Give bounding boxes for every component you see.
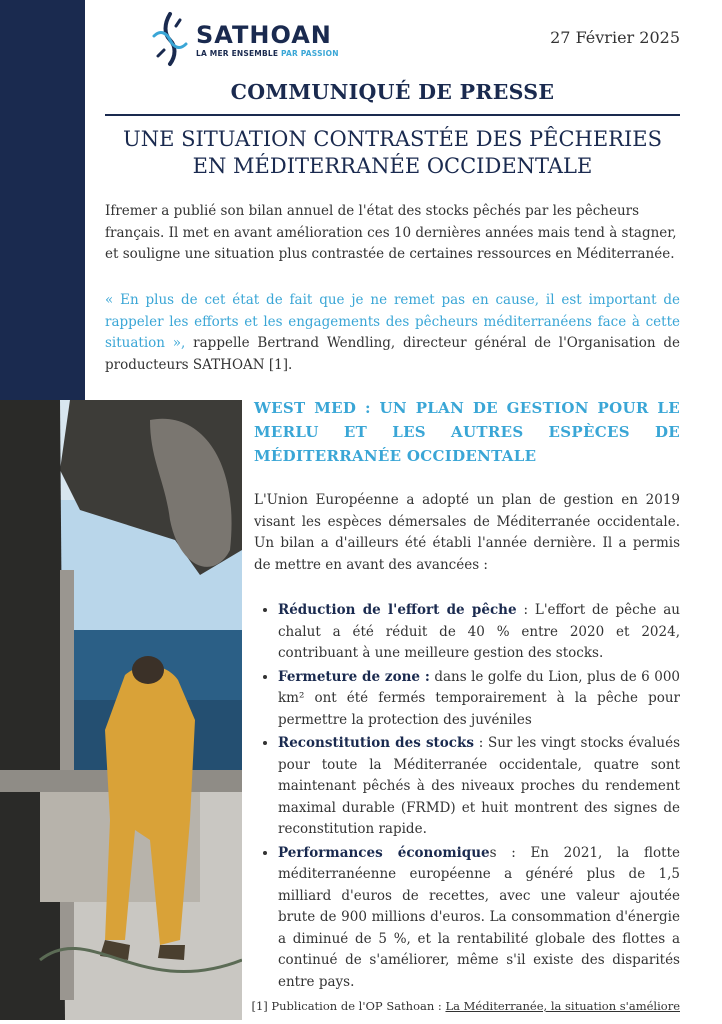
achievements-list — [254, 600, 680, 995]
list-item: • Reconstitution des stocks : Sur les vingt stocks évalués pour toute la Méditerranée occidentale, quatre sont maintenant pêchés à des niveaux proches du rendement maximal durable (FRMD) et huit montrent des signes de reconstitution rapide. — [278, 733, 680, 841]
section-paragraph: L'Union Européenne a adopté un plan de gestion en 2019 visant les espèces démersales de Méditerranée occidentale. Un bilan a d'ailleurs été établi l'année dernière. Il a permis de mettre en avant des avancées : — [254, 492, 680, 573]
list-item: • Performances économiques : En 2021, la flotte méditerranéenne européenne a généré plus de 1,5 milliard d'euros de recettes, avec une valeur ajoutée brute de 900 millions d'euros. La consommation d'énergie a diminué de 5 %, et la rentabilité globale des flottes a continué de s'améliorer, même s'il existe des disparités entre pays. — [278, 843, 680, 994]
title-divider — [105, 114, 680, 116]
quote-text: « En plus de cet état de fait que je ne remet pas en cause, il est important de rappeler les efforts et les engagements des pêcheurs méditerranéens face à cette situation », — [105, 292, 680, 351]
logo-name: SATHOAN — [196, 20, 332, 49]
quote-attribution: rappelle Bertrand Wendling, directeur général de l'Organisation de producteurs SATHOAN [1]. — [105, 335, 681, 373]
sathoan-logo — [150, 10, 339, 68]
press-release-heading: COMMUNIQUÉ DE PRESSE — [230, 80, 555, 104]
main-title: UNE SITUATION CONTRASTÉE DES PÊCHERIES EN MÉDITERRANÉE OCCIDENTALE — [123, 127, 662, 178]
release-date: 27 Février 2025 — [550, 28, 680, 47]
sathoan-fish-logo-icon — [150, 10, 190, 68]
logo-tagline: LA MER ENSEMBLE PAR PASSION — [196, 48, 339, 58]
footnote: [1] Publication de l'OP Sathoan : La Méditerranée, la situation s'améliore — [251, 999, 680, 1013]
section-heading: WEST MED : UN PLAN DE GESTION POUR LE MERLU ET LES AUTRES ESPÈCES DE MÉDITERRANÉE OCCIDENTALE — [254, 399, 680, 465]
fisherman-photo — [0, 400, 242, 1020]
footnote-link[interactable]: La Méditerranée, la situation s'améliore — [445, 999, 680, 1013]
list-item: • Réduction de l'effort de pêche : L'effort de pêche au chalut a été réduit de 40 % entre 2020 et 2024, contribuant à une meilleure gestion des stocks. — [278, 600, 680, 665]
quote-paragraph — [105, 290, 680, 376]
list-item: • Fermeture de zone : dans le golfe du Lion, plus de 6 000 km² ont été fermés temporairement à la pêche pour permettre la protection des juvéniles — [278, 667, 680, 732]
intro-paragraph: Ifremer a publié son bilan annuel de l'état des stocks pêchés par les pêcheurs français. Il met en avant amélioration ces 10 dernières années mais tend à stagner, et souligne une situation plus contrastée de certaines ressources en Méditerranée. — [105, 203, 677, 262]
